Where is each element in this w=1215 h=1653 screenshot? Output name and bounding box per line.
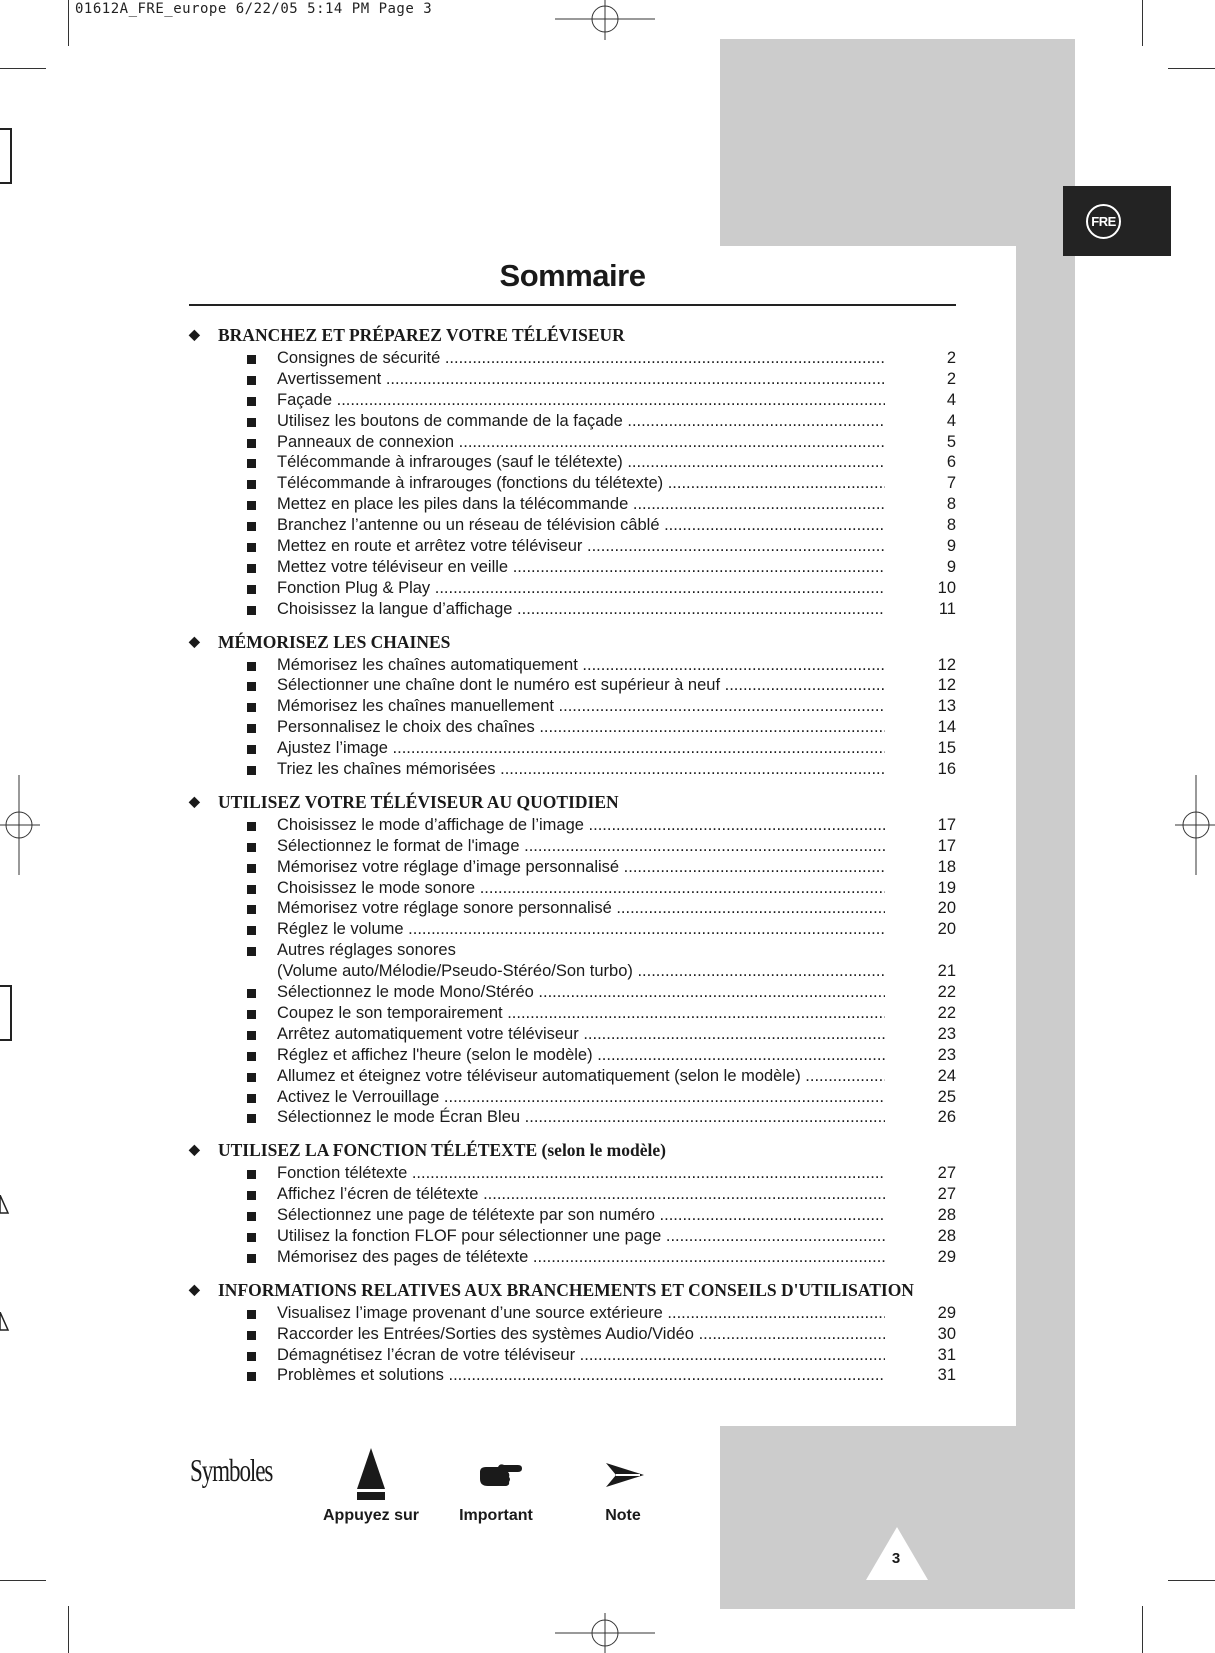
toc-entry [189, 1163, 956, 1184]
entry-label: Utilisez les boutons de commande de la façade ..... [277, 411, 885, 432]
entry-page-number: 24 [937, 1066, 956, 1085]
square-bullet-icon [247, 1254, 256, 1263]
entry-page-number: 8 [946, 516, 956, 535]
entry-page-number: 12 [937, 655, 956, 674]
entry-label: Télécommande à infrarouges (sauf le télétexte) ..... [277, 452, 885, 473]
toc-entry [189, 390, 956, 411]
toc-entry [189, 857, 956, 878]
section-heading [189, 1278, 956, 1303]
square-bullet-icon [247, 543, 256, 552]
entry-page-number: 31 [937, 1345, 956, 1364]
entry-page-number: 9 [946, 557, 956, 576]
entry-page-number: 27 [937, 1185, 956, 1204]
section-heading [189, 790, 956, 815]
toc-entry [189, 738, 956, 759]
square-bullet-icon [247, 1010, 256, 1019]
toc-entry [189, 1365, 956, 1386]
entry-page-number: 7 [946, 474, 956, 493]
entry-page-number: 6 [946, 453, 956, 472]
entry-page-number: 5 [946, 432, 956, 451]
diamond-bullet-icon: ◆ [189, 328, 200, 343]
entry-label: Ajustez l’image ..... [277, 738, 885, 759]
title-rule [189, 304, 956, 306]
toc-entry [189, 1345, 956, 1366]
entry-label: Mémorisez des pages de télétexte ..... [277, 1247, 885, 1268]
section-title: MÉMORISEZ LES CHAINES [218, 631, 451, 652]
toc-entry [189, 759, 956, 780]
toc-entry [189, 1247, 956, 1268]
entry-label: Raccorder les Entrées/Sorties des systèmes Audio/Vidéo ..... [277, 1324, 885, 1345]
entry-label: Allumez et éteignez votre téléviseur automatiquement (selon le modèle) ..... [277, 1066, 885, 1087]
toc-section [189, 1138, 956, 1267]
entry-page-number: 21 [937, 962, 956, 981]
symbol-label-important: Important [459, 1507, 533, 1524]
square-bullet-icon [247, 703, 256, 712]
toc-entry [189, 655, 956, 676]
toc-entry [189, 452, 956, 473]
entry-page-number: 16 [937, 760, 956, 779]
toc-entry [189, 432, 956, 453]
square-bullet-icon [247, 606, 256, 615]
toc-section [189, 630, 956, 780]
square-bullet-icon [247, 376, 256, 385]
entry-page-number: 17 [937, 815, 956, 834]
table-of-contents [189, 323, 956, 1396]
square-bullet-icon [247, 1094, 256, 1103]
toc-entry [189, 369, 956, 390]
toc-entry [189, 898, 956, 919]
entry-label: Sélectionnez le format de l'image ..... [277, 836, 885, 857]
edge-bracket [0, 985, 12, 1041]
square-bullet-icon [247, 585, 256, 594]
toc-entry [189, 919, 956, 940]
entry-page-number: 31 [937, 1366, 956, 1385]
toc-entry [189, 1205, 956, 1226]
toc-entry [189, 1226, 956, 1247]
square-bullet-icon [247, 480, 256, 489]
square-bullet-icon [247, 1372, 256, 1381]
pointing-hand-icon [478, 1462, 524, 1488]
registration-mark-top [555, 0, 655, 40]
toc-entry [189, 473, 956, 494]
toc-entry [189, 1303, 956, 1324]
section-heading [189, 630, 956, 655]
entry-label: Triez les chaînes mémorisées ..... [277, 759, 885, 780]
language-badge: FRE [1086, 204, 1121, 239]
diamond-bullet-icon: ◆ [189, 794, 200, 810]
toc-section [189, 790, 956, 1128]
toc-entry [189, 717, 956, 738]
toc-entry [189, 940, 956, 982]
toc-entry [189, 599, 956, 620]
entry-label: Avertissement ..... [277, 369, 885, 390]
entry-label: Activez le Verrouillage ..... [277, 1087, 885, 1108]
toc-entry [189, 815, 956, 836]
entry-label: Coupez le son temporairement ..... [277, 1003, 885, 1024]
toc-entry [189, 1087, 956, 1108]
entry-label: Télécommande à infrarouges (fonctions du télétexte) ..... [277, 473, 885, 494]
square-bullet-icon [247, 397, 256, 406]
square-bullet-icon [247, 1212, 256, 1221]
square-bullet-icon [247, 864, 256, 873]
entry-page-number: 20 [937, 920, 956, 939]
entry-label: Mémorisez les chaînes automatiquement ..... [277, 655, 885, 676]
arrow-note-icon [604, 1461, 646, 1489]
entry-label: Sélectionnez une page de télétexte par son numéro ..... [277, 1205, 885, 1226]
print-slug: 01612A_FRE_europe 6/22/05 5:14 PM Page 3 [75, 1, 433, 17]
entry-label: Fonction télétexte ..... [277, 1163, 885, 1184]
square-bullet-icon [247, 439, 256, 448]
entry-page-number: 11 [938, 599, 956, 618]
toc-entry [189, 675, 956, 696]
gray-panel-right [1016, 246, 1075, 1426]
registration-mark-right [1175, 775, 1215, 875]
square-bullet-icon [247, 522, 256, 531]
entry-page-number: 25 [937, 1087, 956, 1106]
gray-panel-top [720, 39, 1075, 246]
toc-entry [189, 982, 956, 1003]
entry-page-number: 26 [937, 1108, 956, 1127]
square-bullet-icon [247, 724, 256, 733]
square-bullet-icon [247, 1073, 256, 1082]
entry-page-number: 29 [937, 1303, 956, 1322]
page-title: Sommaire [499, 258, 646, 293]
square-bullet-icon [247, 1052, 256, 1061]
entry-label: Mettez en route et arrêtez votre téléviseur ..... [277, 536, 885, 557]
entry-label-continued: (Volume auto/Mélodie/Pseudo-Stéréo/Son turbo) ..... [277, 961, 885, 982]
square-bullet-icon [247, 564, 256, 573]
diamond-bullet-icon: ◆ [189, 1143, 200, 1159]
section-title: UTILISEZ VOTRE TÉLÉVISEUR AU QUOTIDIEN [218, 791, 619, 812]
entry-label: Mémorisez les chaînes manuellement ..... [277, 696, 885, 717]
entry-page-number: 29 [937, 1247, 956, 1266]
square-bullet-icon [247, 355, 256, 364]
square-bullet-icon [247, 1331, 256, 1340]
section-heading [189, 323, 956, 348]
entry-label: Affichez l’écren de télétexte ..... [277, 1184, 885, 1205]
square-bullet-icon [247, 501, 256, 510]
symbols-title: Symboles [190, 1452, 273, 1488]
toc-entry [189, 536, 956, 557]
entry-page-number: 18 [937, 857, 956, 876]
entry-page-number: 14 [937, 718, 956, 737]
square-bullet-icon [247, 1114, 256, 1123]
language-tab [1063, 186, 1171, 256]
square-bullet-icon [247, 822, 256, 831]
toc-entry [189, 1003, 956, 1024]
entry-page-number: 10 [937, 578, 956, 597]
square-bullet-icon [247, 1031, 256, 1040]
entry-label: Consignes de sécurité ..... [277, 348, 885, 369]
entry-label: Mettez en place les piles dans la télécommande ..... [277, 494, 885, 515]
square-bullet-icon [247, 926, 256, 935]
entry-page-number: 2 [946, 369, 956, 388]
square-bullet-icon [247, 682, 256, 691]
press-icon [354, 1447, 388, 1501]
square-bullet-icon [247, 662, 256, 671]
toc-entry [189, 878, 956, 899]
entry-label: Démagnétisez l’écran de votre téléviseur ..... [277, 1345, 885, 1366]
entry-page-number: 13 [937, 697, 956, 716]
toc-entry [189, 348, 956, 369]
toc-entry [189, 1107, 956, 1128]
symbol-label-note: Note [605, 1507, 641, 1524]
edge-triangle-icon [0, 1312, 12, 1332]
registration-mark-bottom [555, 1613, 655, 1653]
section-title: INFORMATIONS RELATIVES AUX BRANCHEMENTS ET CONSEILS D'UTILISATION [218, 1279, 914, 1300]
registration-mark-left [0, 775, 40, 875]
toc-entry [189, 1024, 956, 1045]
entry-page-number: 15 [937, 739, 956, 758]
entry-page-number: 23 [937, 1045, 956, 1064]
toc-entry [189, 515, 956, 536]
square-bullet-icon [247, 843, 256, 852]
square-bullet-icon [247, 989, 256, 998]
section-title: BRANCHEZ ET PRÉPAREZ VOTRE TÉLÉVISEUR [218, 325, 625, 345]
symbol-label-press: Appuyez sur [322, 1507, 419, 1524]
square-bullet-icon [247, 1233, 256, 1242]
square-bullet-icon [247, 766, 256, 775]
toc-entry [189, 1324, 956, 1345]
entry-page-number: 19 [937, 878, 956, 897]
entry-page-number: 23 [937, 1024, 956, 1043]
square-bullet-icon [247, 1191, 256, 1200]
page-number: 3 [891, 1550, 901, 1567]
entry-page-number: 28 [937, 1206, 956, 1225]
entry-page-number: 4 [946, 390, 956, 409]
toc-entry [189, 1045, 956, 1066]
square-bullet-icon [247, 947, 256, 956]
toc-entry [189, 1184, 956, 1205]
edge-triangle-icon [0, 1195, 12, 1215]
diamond-bullet-icon: ◆ [189, 634, 200, 650]
entry-page-number: 2 [946, 349, 956, 367]
entry-page-number: 12 [937, 676, 956, 695]
entry-label: Arrêtez automatiquement votre téléviseur ..... [277, 1024, 885, 1045]
entry-page-number: 20 [937, 899, 956, 918]
toc-section [189, 1278, 956, 1387]
entry-label: Mémorisez votre réglage d’image personnalisé ..... [277, 857, 885, 878]
entry-label: Mémorisez votre réglage sonore personnalisé ..... [277, 898, 885, 919]
entry-label: Autres réglages sonores [277, 941, 456, 960]
entry-label: Réglez et affichez l'heure (selon le modèle) ..... [277, 1045, 885, 1066]
entry-label: Problèmes et solutions ..... [277, 1365, 885, 1386]
entry-label: Utilisez la fonction FLOF pour sélectionner une page ..... [277, 1226, 885, 1247]
entry-label: Sélectionner une chaîne dont le numéro est supérieur à neuf ..... [277, 675, 885, 696]
toc-entry [189, 1066, 956, 1087]
entry-page-number: 30 [937, 1324, 956, 1343]
square-bullet-icon [247, 418, 256, 427]
entry-label: Façade ..... [277, 390, 885, 411]
toc-entry [189, 696, 956, 717]
entry-label: Choisissez le mode d’affichage de l’image ..... [277, 815, 885, 836]
entry-label: Réglez le volume ..... [277, 919, 885, 940]
entry-label: Panneaux de connexion ..... [277, 432, 885, 453]
toc-section [189, 323, 956, 620]
diamond-bullet-icon: ◆ [189, 1282, 200, 1298]
toc-entry [189, 578, 956, 599]
entry-label: Fonction Plug & Play ..... [277, 578, 885, 599]
entry-page-number: 4 [946, 411, 956, 430]
square-bullet-icon [247, 905, 256, 914]
toc-entry [189, 494, 956, 515]
square-bullet-icon [247, 885, 256, 894]
entry-page-number: 28 [937, 1226, 956, 1245]
entry-page-number: 8 [946, 495, 956, 514]
square-bullet-icon [247, 459, 256, 468]
square-bullet-icon [247, 1310, 256, 1319]
entry-label: Branchez l’antenne ou un réseau de télévision câblé ..... [277, 515, 885, 536]
entry-label: Sélectionnez le mode Mono/Stéréo ..... [277, 982, 885, 1003]
entry-label: Choisissez la langue d’affichage ..... [277, 599, 885, 620]
section-title: UTILISEZ LA FONCTION TÉLÉTEXTE (selon le modèle) [218, 1140, 666, 1161]
entry-label: Visualisez l’image provenant d’une source extérieure ..... [277, 1303, 885, 1324]
entry-label: Mettez votre téléviseur en veille ..... [277, 557, 885, 578]
entry-label: Sélectionnez le mode Écran Bleu ..... [277, 1107, 885, 1128]
toc-entry [189, 411, 956, 432]
square-bullet-icon [247, 745, 256, 754]
entry-page-number: 9 [946, 537, 956, 556]
entry-page-number: 17 [937, 836, 956, 855]
square-bullet-icon [247, 1170, 256, 1179]
square-bullet-icon [247, 1352, 256, 1361]
entry-page-number: 22 [937, 983, 956, 1002]
toc-entry [189, 557, 956, 578]
section-heading [189, 1138, 956, 1163]
toc-entry [189, 836, 956, 857]
edge-bracket [0, 128, 12, 184]
entry-label: Choisissez le mode sonore ..... [277, 878, 885, 899]
entry-page-number: 22 [937, 1003, 956, 1022]
entry-page-number: 27 [937, 1164, 956, 1183]
entry-label: Personnalisez le choix des chaînes ..... [277, 717, 885, 738]
